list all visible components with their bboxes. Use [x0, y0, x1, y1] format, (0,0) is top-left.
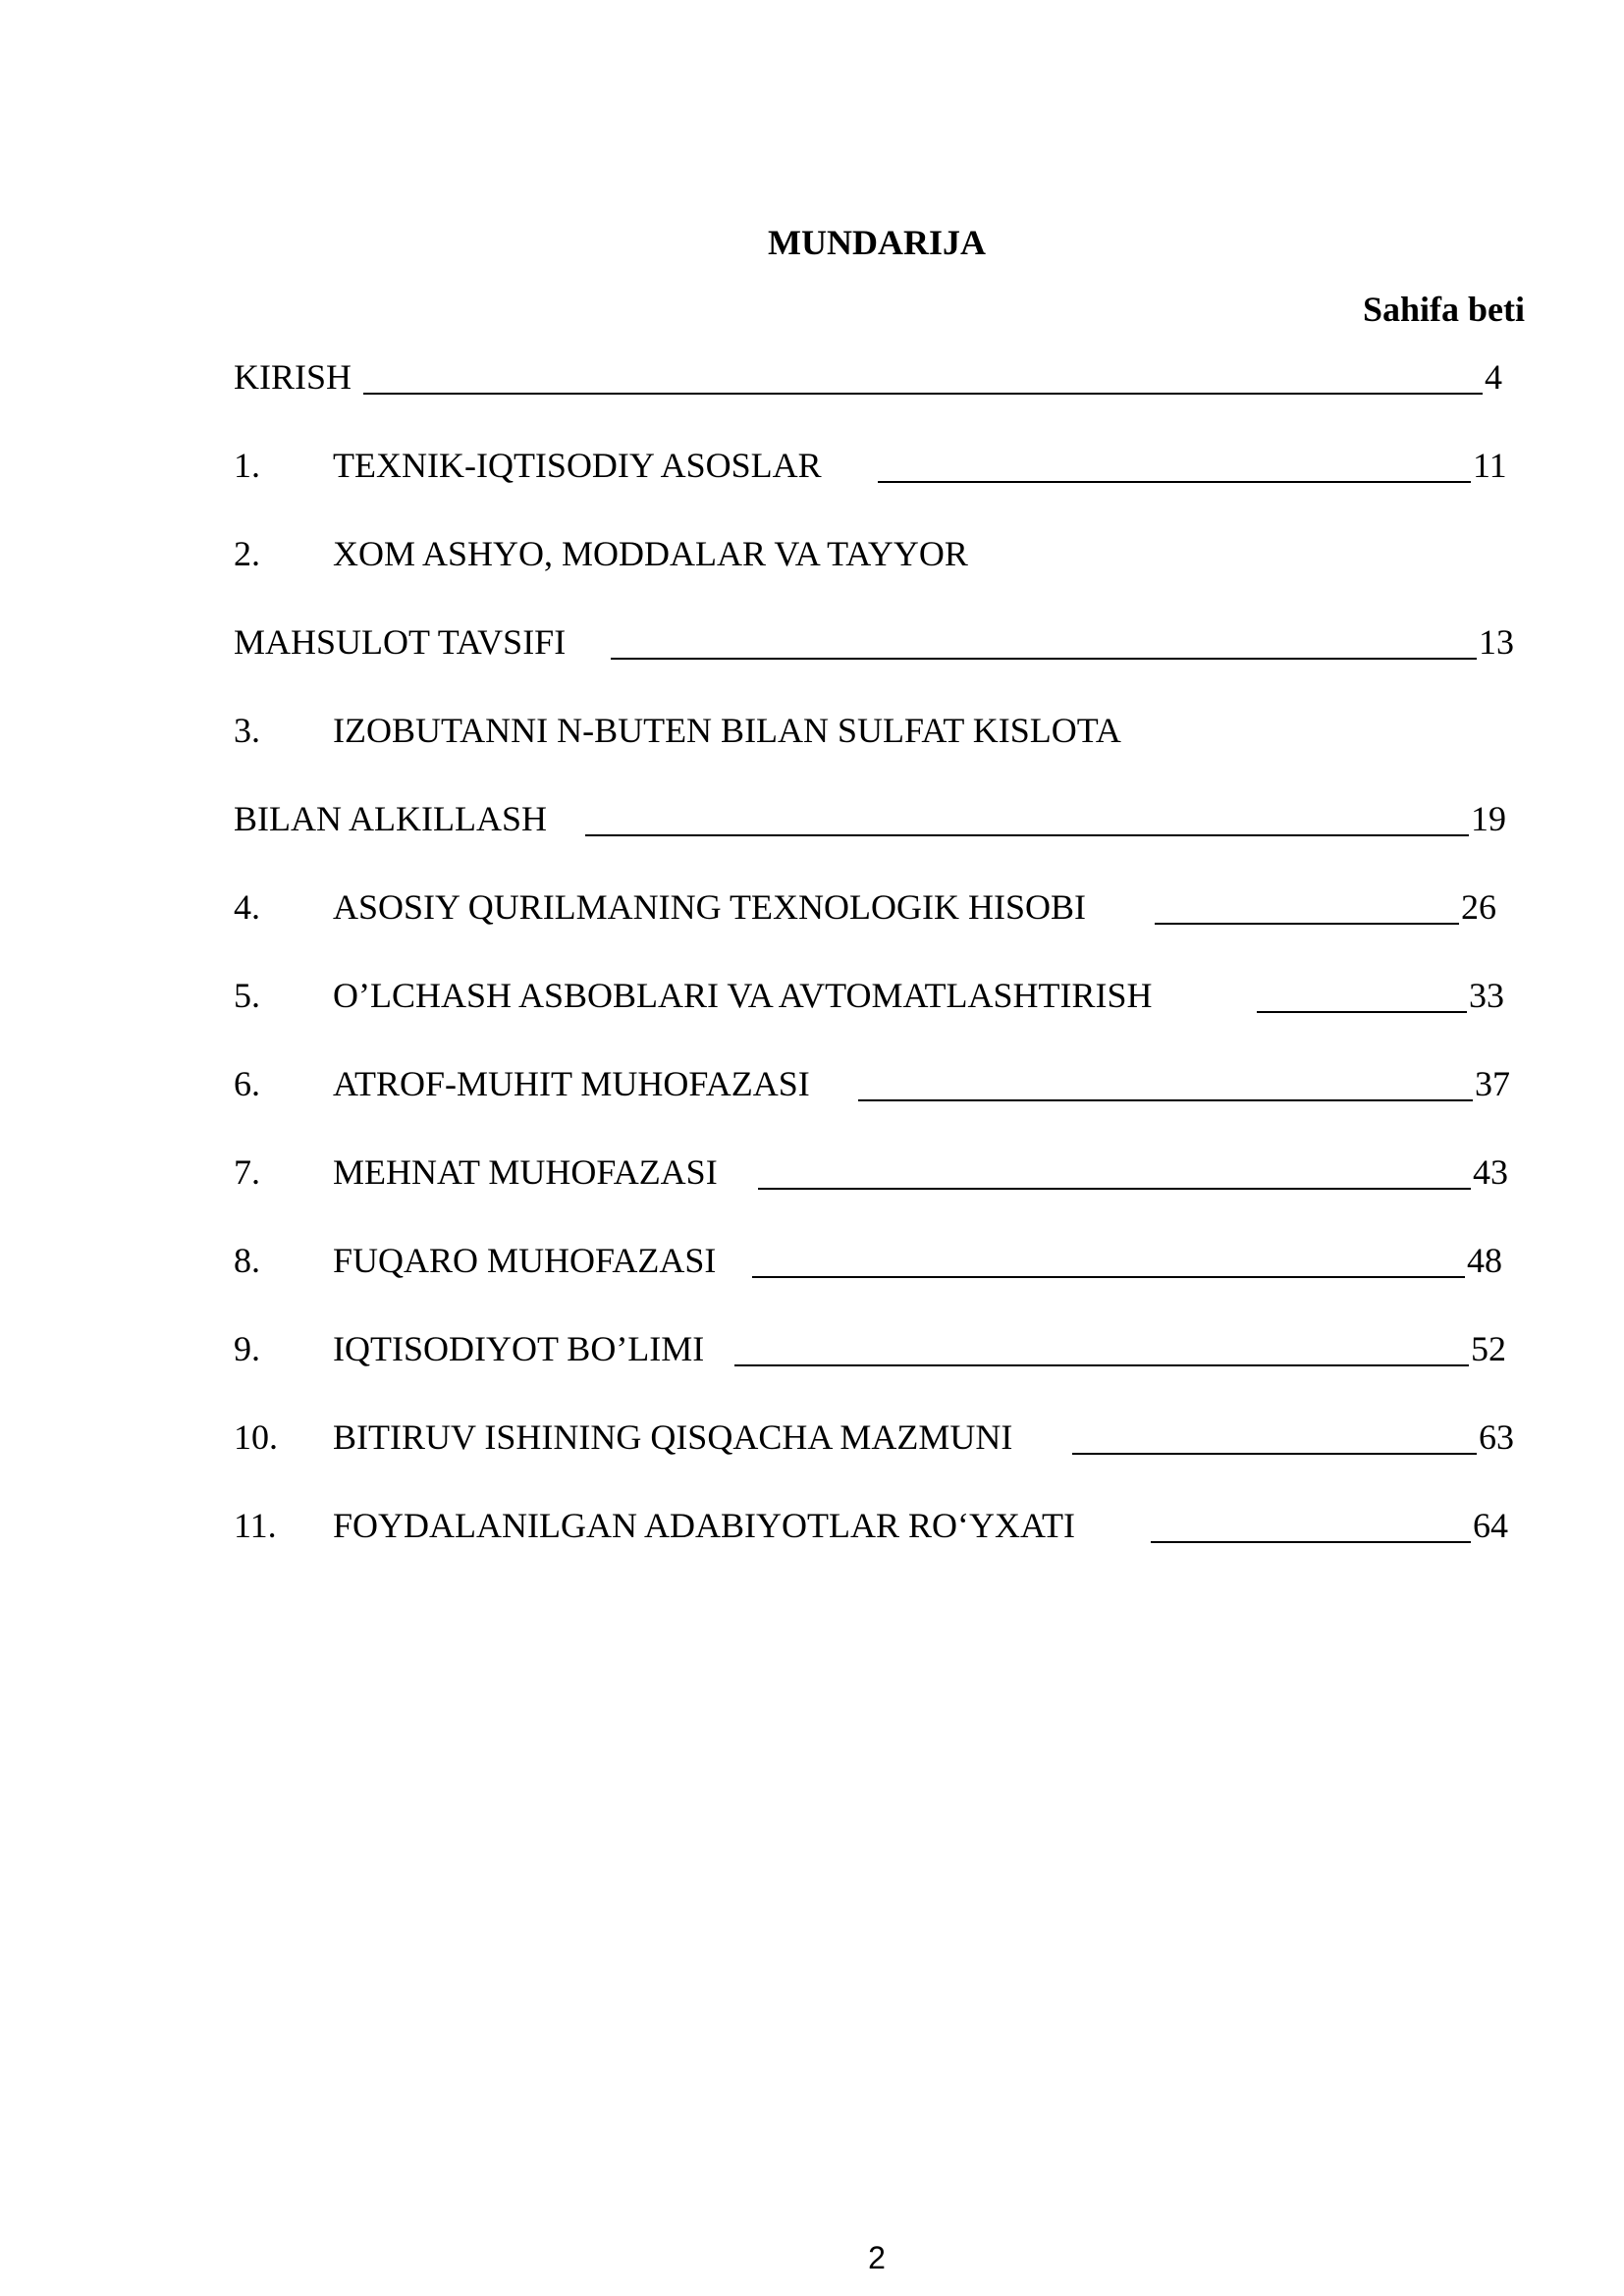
toc-entry-page: 13: [1479, 622, 1514, 662]
toc-entry-7: [234, 1148, 1530, 1196]
toc-entry-text: IQTISODIYOT BO’LIMI: [333, 1329, 705, 1368]
toc-entry-text: FUQARO MUHOFAZASI: [333, 1241, 717, 1280]
toc-entry-number: 3.: [234, 711, 260, 750]
page-column-heading: Sahifa beti: [1362, 290, 1525, 329]
toc-entry-page: 63: [1479, 1417, 1514, 1457]
toc-entry-text: MEHNAT MUHOFAZASI: [333, 1152, 718, 1192]
toc-entry-kirish: [234, 353, 1530, 400]
toc-entry-11: [234, 1502, 1530, 1549]
toc-entry-text: BITIRUV ISHINING QISQACHA MAZMUNI: [333, 1417, 1013, 1457]
toc-leader-line: [363, 393, 1483, 395]
toc-entry-10: [234, 1414, 1530, 1461]
toc-entry-text: ASOSIY QURILMANING TEXNOLOGIK HISOBI: [333, 887, 1086, 927]
toc-entry-page: 11: [1473, 446, 1507, 485]
toc-leader-line: [1155, 923, 1459, 925]
toc-entry-text: MAHSULOT TAVSIFI: [234, 622, 567, 662]
toc-entry-number: 8.: [234, 1241, 260, 1280]
toc-entry-page: 43: [1473, 1152, 1508, 1192]
toc-entry-page: 26: [1461, 887, 1496, 927]
toc-entry-page: 64: [1473, 1506, 1508, 1545]
toc-entry-6: [234, 1060, 1530, 1107]
toc-leader-line: [1072, 1453, 1477, 1455]
toc-entry-2: [234, 530, 1530, 577]
toc-leader-line: [758, 1188, 1471, 1190]
table-of-contents: [234, 353, 1530, 1590]
toc-entry-number: 6.: [234, 1064, 260, 1103]
toc-leader-line: [1257, 1011, 1467, 1013]
toc-entry-page: 48: [1467, 1241, 1502, 1280]
toc-entry-page: 4: [1485, 357, 1502, 397]
toc-entry-number: 4.: [234, 887, 260, 927]
toc-entry-text: ATROF-MUHIT MUHOFAZASI: [333, 1064, 810, 1103]
toc-leader-line: [611, 658, 1477, 660]
toc-entry-page: 37: [1475, 1064, 1510, 1103]
toc-entry-number: 11.: [234, 1506, 277, 1545]
toc-entry-4: [234, 883, 1530, 931]
toc-entry-9: [234, 1325, 1530, 1372]
toc-entry-1: [234, 442, 1530, 489]
toc-entry-text: FOYDALANILGAN ADABIYOTLAR RO‘YXATI: [333, 1506, 1075, 1545]
toc-entry-text: BILAN ALKILLASH: [234, 799, 547, 838]
toc-entry-text: IZOBUTANNI N-BUTEN BILAN SULFAT KISLOTA: [333, 711, 1121, 750]
toc-entry-8: [234, 1237, 1530, 1284]
toc-entry-number: 1.: [234, 446, 260, 485]
toc-entry-text: KIRISH: [234, 357, 352, 397]
toc-entry-page: 19: [1471, 799, 1506, 838]
page-title: MUNDARIJA: [768, 223, 986, 262]
toc-entry-3: [234, 707, 1530, 754]
toc-entry-number: 10.: [234, 1417, 278, 1457]
toc-entry-number: 5.: [234, 976, 260, 1015]
toc-leader-line: [878, 481, 1471, 483]
toc-leader-line: [858, 1099, 1473, 1101]
toc-entry-number: 7.: [234, 1152, 260, 1192]
toc-leader-line: [1151, 1541, 1471, 1543]
page-number: 2: [868, 2240, 886, 2275]
toc-entry-text: XOM ASHYO, MODDALAR VA TAYYOR: [333, 534, 968, 573]
toc-leader-line: [585, 834, 1469, 836]
toc-entry-text: TEXNIK-IQTISODIY ASOSLAR: [333, 446, 822, 485]
toc-leader-line: [752, 1276, 1465, 1278]
toc-leader-line: [734, 1364, 1469, 1366]
toc-entry-5: [234, 972, 1530, 1019]
toc-entry-number: 9.: [234, 1329, 260, 1368]
toc-entry-page: 33: [1469, 976, 1504, 1015]
toc-entry-3-continued: [234, 795, 1530, 842]
toc-entry-text: O’LCHASH ASBOBLARI VA AVTOMATLASHTIRISH: [333, 976, 1153, 1015]
toc-entry-page: 52: [1471, 1329, 1506, 1368]
toc-entry-number: 2.: [234, 534, 260, 573]
toc-entry-2-continued: [234, 618, 1530, 666]
